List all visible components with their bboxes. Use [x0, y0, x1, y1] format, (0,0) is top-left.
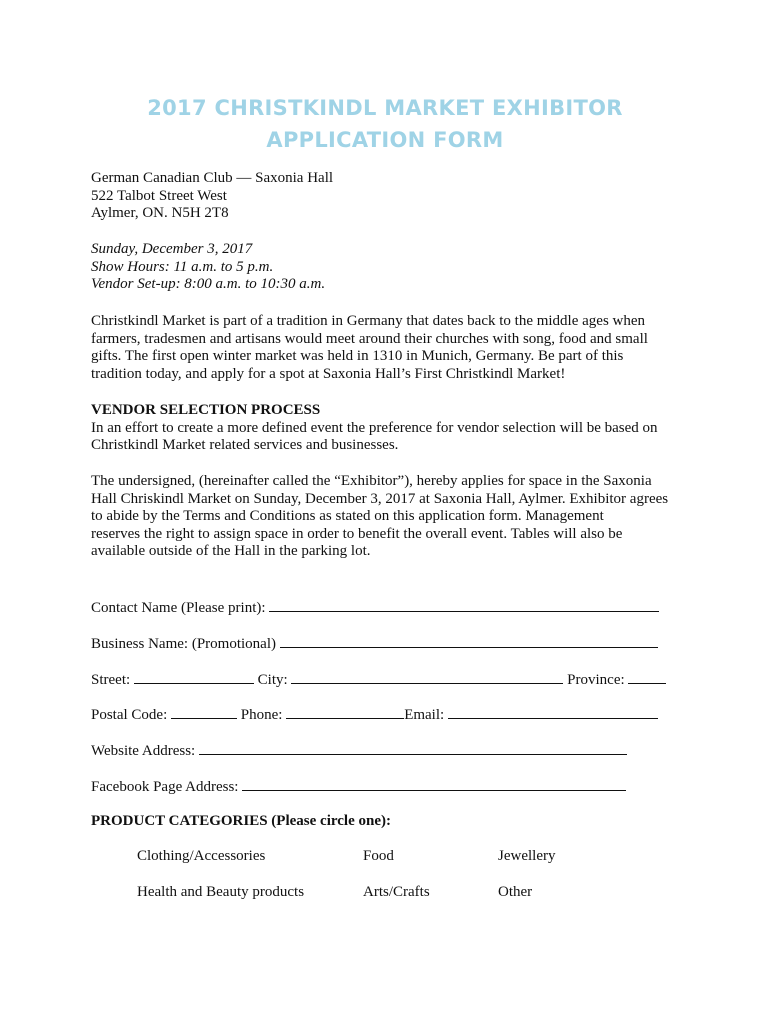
form-title-line1: 2017 CHRISTKINDL MARKET EXHIBITOR: [147, 96, 623, 120]
form-title-line2: APPLICATION FORM: [266, 128, 504, 152]
paragraph-line: In an effort to create a more defined event the preference for vendor selection will be based on: [91, 419, 658, 436]
facebook-field[interactable]: [242, 776, 626, 791]
event-date: Sunday, December 3, 2017: [91, 241, 253, 257]
phone-label: Phone:: [240, 707, 283, 723]
address-line: 522 Talbot Street West: [91, 187, 227, 204]
phone-field[interactable]: [286, 704, 404, 719]
address-block: [91, 170, 691, 223]
city-label: City:: [257, 672, 288, 688]
category-option[interactable]: Jewellery: [498, 848, 556, 864]
event-hours: Show Hours: 11 a.m. to 5 p.m.: [91, 258, 274, 275]
category-option[interactable]: Clothing/Accessories: [137, 848, 266, 864]
address-fields-row: [91, 669, 666, 689]
paragraph-line: Christkindl Market related services and businesses.: [91, 437, 399, 454]
product-categories-heading: PRODUCT CATEGORIES (Please circle one):: [91, 813, 391, 829]
paragraph-line: farmers, tradesmen and artisans would meet around their churches with song, food and small: [91, 330, 648, 347]
contact-name-label: Contact Name (Please print):: [91, 600, 266, 616]
address-line: Aylmer, ON. N5H 2T8: [91, 205, 229, 222]
vendor-selection-section: [91, 402, 691, 455]
website-row: [91, 740, 627, 760]
terms-paragraph: [91, 473, 691, 561]
paragraph-line: The undersigned, (hereinafter called the “Exhibitor”), hereby applies for space in the Saxonia: [91, 473, 652, 489]
paragraph-line: Christkindl Market is part of a tradition in Germany that dates back to the middle ages when: [91, 313, 646, 329]
contact-name-field[interactable]: [269, 597, 659, 612]
paragraph-line: reserves the right to assign space in order to benefit the overall event. Tables will also be: [91, 525, 623, 542]
category-option[interactable]: Other: [498, 884, 533, 900]
street-label: Street:: [91, 672, 131, 688]
paragraph-line: available outside of the Hall in the parking lot.: [91, 543, 371, 560]
category-option[interactable]: Arts/Crafts: [363, 884, 430, 900]
business-name-label: Business Name: (Promotional): [91, 636, 276, 652]
paragraph-line: to abide by the Terms and Conditions as stated on this application form. Management: [91, 508, 604, 525]
email-field[interactable]: [448, 704, 658, 719]
business-name-field[interactable]: [280, 633, 658, 648]
postal-code-field[interactable]: [171, 704, 237, 719]
section-heading: VENDOR SELECTION PROCESS: [91, 402, 321, 418]
paragraph-line: gifts. The first open winter market was held in 1310 in Munich, Germany. Be part of this: [91, 348, 624, 365]
website-label: Website Address:: [91, 743, 196, 759]
website-field[interactable]: [199, 740, 627, 755]
event-details: [91, 241, 691, 294]
business-name-row: [91, 633, 658, 653]
facebook-label: Facebook Page Address:: [91, 779, 239, 795]
email-label: Email:: [404, 707, 445, 723]
category-option[interactable]: Food: [363, 848, 394, 864]
address-line: German Canadian Club — Saxonia Hall: [91, 170, 334, 186]
category-option[interactable]: Health and Beauty products: [137, 884, 305, 900]
province-field[interactable]: [628, 669, 666, 684]
contact-fields-row: [91, 704, 658, 724]
city-field[interactable]: [291, 669, 563, 684]
contact-name-row: [91, 597, 659, 617]
paragraph-line: tradition today, and apply for a spot at Saxonia Hall’s First Christkindl Market!: [91, 365, 566, 382]
street-field[interactable]: [134, 669, 254, 684]
facebook-row: [91, 776, 626, 796]
event-setup: Vendor Set-up: 8:00 a.m. to 10:30 a.m.: [91, 276, 326, 293]
province-label: Province:: [567, 672, 625, 688]
postal-code-label: Postal Code:: [91, 707, 168, 723]
intro-paragraph: [91, 313, 691, 383]
paragraph-line: Hall Chriskindl Market on Sunday, December 3, 2017 at Saxonia Hall, Aylmer. Exhibitor agrees: [91, 490, 669, 507]
